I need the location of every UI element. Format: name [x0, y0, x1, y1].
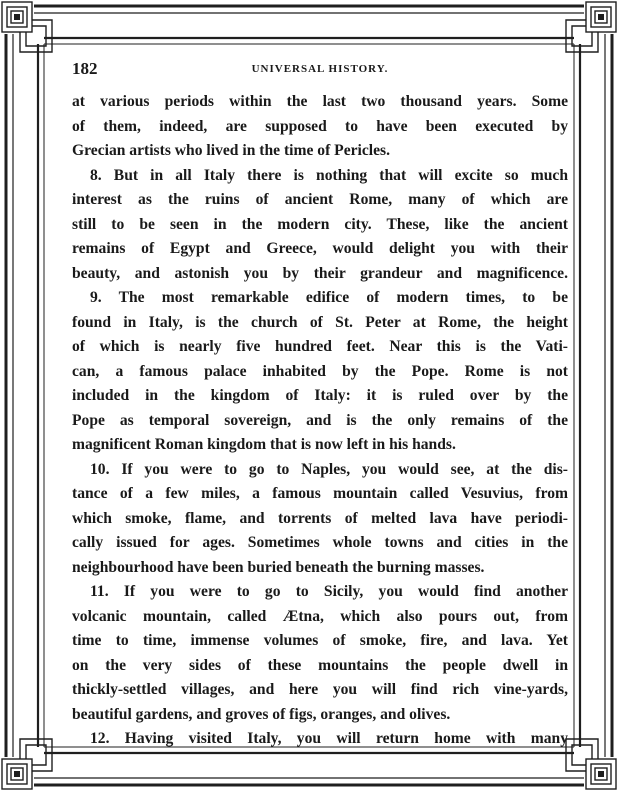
text-line: volcanic mountain, called Ætna, which also pours out, from: [72, 607, 568, 625]
page-header: [72, 59, 568, 79]
text-line: 8. But in all Italy there is nothing that will excite so much: [90, 166, 568, 184]
text-line: tance of a few miles, a famous mountain called Vesuvius, from: [72, 485, 568, 502]
text-line: Pope as temporal sovereign, and is the only remains of the: [72, 411, 568, 429]
text-line: 9. The most remarkable edifice of modern times, to be: [90, 289, 568, 306]
text-line: interest as the ruins of ancient Rome, many of which are: [72, 191, 568, 208]
text-line: Grecian artists who lived in the time of Pericles.: [72, 142, 391, 159]
text-line: 11. If you were to go to Sicily, you would find another: [90, 583, 568, 600]
text-line: on the very sides of these mountains the people dwell in: [72, 656, 568, 674]
text-line: time to time, immense volumes of smoke, fire, and lava. Yet: [72, 632, 568, 649]
text-line: of which is nearly five hundred feet. Near this is the Vati-: [72, 338, 568, 355]
text-line: beautiful gardens, and groves of figs, oranges, and olives.: [72, 705, 451, 723]
text-line: included in the kingdom of Italy: it is ruled over by the: [72, 387, 568, 404]
text-line: found in Italy, is the church of St. Peter at Rome, the height: [72, 313, 568, 331]
text-line: 12. Having visited Italy, you will return home with many: [90, 730, 568, 747]
text-line: thickly-settled villages, and here you will find rich vine-yards,: [72, 681, 568, 698]
text-line: of them, indeed, are supposed to have been executed by: [72, 117, 568, 135]
text-line: still to be seen in the modern city. These, like the ancient: [72, 215, 568, 233]
text-line: beauty, and astonish you by their grandeur and magnificence.: [72, 264, 568, 282]
text-line: cally issued for ages. Sometimes whole towns and cities in the: [72, 534, 568, 551]
running-title: UNIVERSAL HISTORY.: [251, 63, 389, 75]
page-body-text: [72, 90, 568, 752]
text-line: which smoke, flame, and torrents of melted lava have periodi-: [72, 509, 568, 527]
text-line: neighbourhood have been buried beneath the burning masses.: [72, 558, 485, 576]
page-number: 182: [72, 59, 98, 78]
text-line: remains of Egypt and Greece, would delight you with their: [72, 240, 568, 257]
text-line: magnificent Roman kingdom that is now left in his hands.: [72, 436, 456, 453]
text-line: at various periods within the last two thousand years. Some: [72, 93, 568, 110]
text-line: can, a famous palace inhabited by the Pope. Rome is not: [72, 362, 568, 380]
text-line: 10. If you were to go to Naples, you would see, at the dis-: [90, 460, 568, 478]
